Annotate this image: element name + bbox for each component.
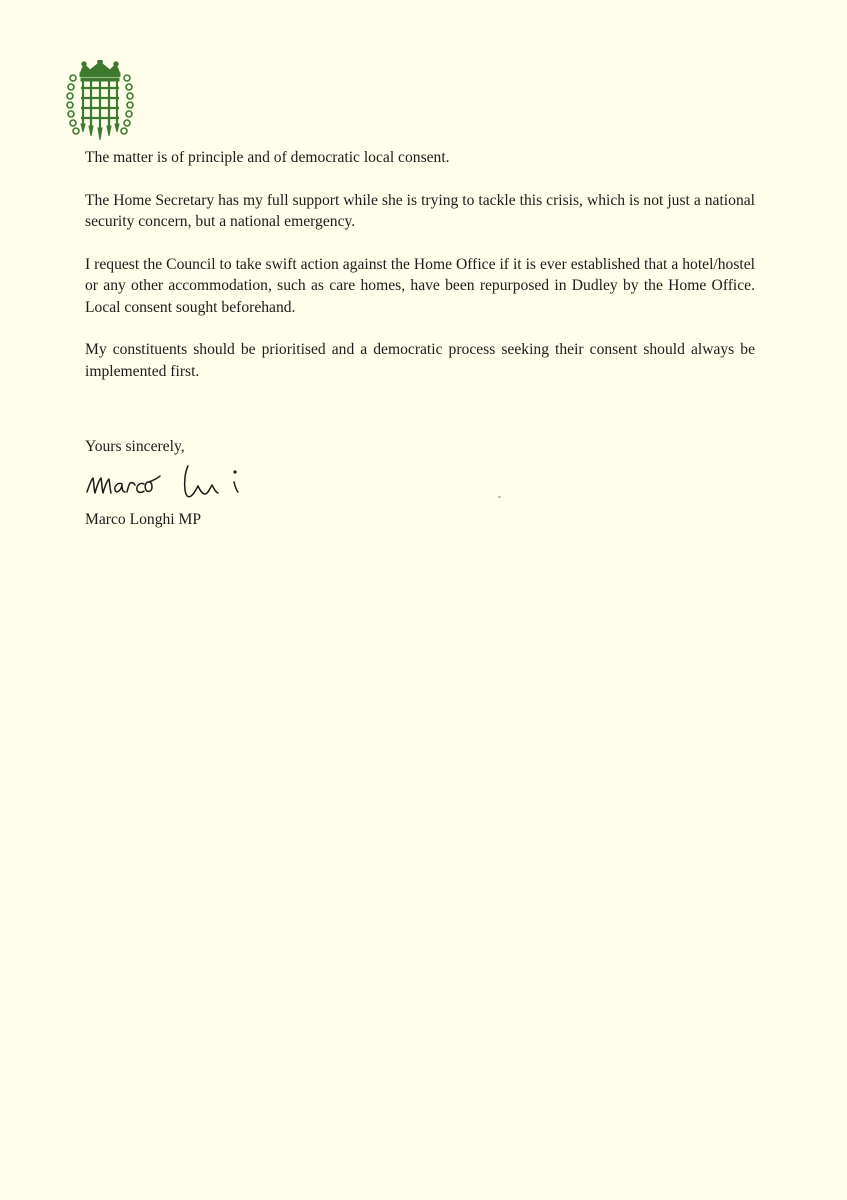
paragraph-council-request: I request the Council to take swift action against the Home Office if it is ever established that a hotel/hostel or any other accommodation, such as care homes, have been repurposed in Dudley by the Home Office. Local consent sought beforehand. bbox=[85, 255, 755, 316]
paragraph-principle: The matter is of principle and of democratic local consent. bbox=[85, 149, 450, 166]
handwritten-signature bbox=[84, 458, 274, 506]
paper-speck bbox=[498, 496, 501, 498]
paragraph-home-secretary: The Home Secretary has my full support while she is trying to tackle this crisis, which is not just a national security concern, but a national emergency. bbox=[85, 191, 755, 230]
signature-text: Marco Longhi bbox=[84, 458, 90, 459]
letter-body bbox=[85, 147, 755, 403]
paragraph-constituents: My constituents should be prioritised and a democratic process seeking their consent should always be implemented first. bbox=[85, 341, 755, 380]
closing-salutation: Yours sincerely, bbox=[85, 438, 185, 455]
portcullis-crest-icon bbox=[62, 60, 138, 144]
signatory-name: Marco Longhi MP bbox=[85, 511, 202, 528]
